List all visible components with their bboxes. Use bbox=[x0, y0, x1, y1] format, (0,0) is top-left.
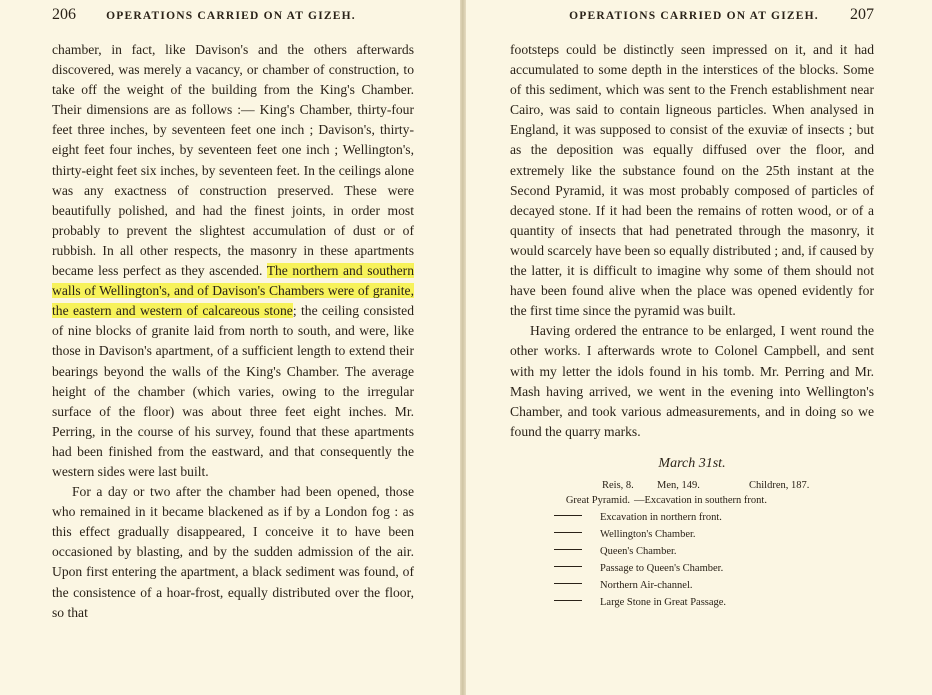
works-item: Large Stone in Great Passage. bbox=[600, 596, 727, 608]
works-item: Excavation in northern front. bbox=[600, 511, 722, 523]
highlighted-passage: The northern and southern walls of Wellington's, and of Davison's Chambers were of granite, the eastern and western of calcareous stone bbox=[52, 263, 415, 319]
left-running-header bbox=[52, 0, 414, 34]
right-paragraph-2: Having ordered the entrance to be enlarged, I went round the other works. I afterwards wrote to Colonel Campbell, and sent with my letter the idols found in his tomb. Mr. Perring and Mr. Mash having arrived, we went in the evening into Wellington's Chamber, and took various admeasurements, and in doing so we found the quarry marks. bbox=[510, 323, 874, 439]
right-page bbox=[462, 0, 932, 695]
left-paragraph-2: For a day or two after the chamber had been opened, those who remained in it became blackened as if by a London fog : as this effect gradually disappeared, I conceive it to have been occasioned by blasting, and by the sudden admission of the air. Upon first entering the apartment, a black sediment was found, of the consistence of a hoar-frost, equally distributed over the floor, so that bbox=[52, 484, 414, 620]
works-site: Great Pyramid. bbox=[565, 494, 630, 506]
works-item: —Excavation in southern front. bbox=[634, 494, 767, 506]
left-paragraph-1 bbox=[52, 40, 414, 482]
right-paragraph-1: footsteps could be distinctly seen impressed on it, and it had accumulated to some depth in the interstices of the blocks. Some of this sediment, which was sent to the French establishment near Cairo, was said to contain ligneous particles. When analysed in England, it was supposed to consist of the exuviæ of insects ; but as the deposition was equally diffused over the floor, and extremely like the substance found on the 25th instant at the Second Pyramid, it was most probably composed of particles of decayed stone. If it had been the remains of rotten wood, or of a quantity of insects that had penetrated through the masonry, it would scarcely have been so equally distributed ; and, if caused by the latter, it is difficult to imagine why some of them should not have been found alive when the place was opened evidently for the first time since the pyramid was built. bbox=[510, 42, 874, 319]
ditto-dash bbox=[554, 515, 582, 516]
ditto-dash bbox=[554, 583, 582, 584]
works-row bbox=[510, 543, 874, 560]
right-running-header bbox=[510, 0, 874, 34]
left-p1-after: ; the ceiling consisted of nine blocks of granite laid from north to south, and were, like those in Davison's apartment, of a sufficient length to extend their bearings beyond the walls of the King's Chamber. The average height of the chamber (which varies, owing to the irregular surface of the floor) was about three feet eight inches. Mr. Perring, in the course of his survey, found that these apartments had been finished from the eastward, and that consequently the western sides were last built. bbox=[52, 303, 414, 479]
workforce-stats bbox=[602, 480, 874, 491]
works-row bbox=[510, 509, 874, 526]
works-item: Passage to Queen's Chamber. bbox=[600, 562, 724, 574]
left-body-text bbox=[52, 40, 414, 623]
stat-children: Children, 187. bbox=[749, 479, 810, 491]
works-item: Northern Air-channel. bbox=[600, 579, 693, 591]
ditto-dash bbox=[554, 600, 582, 601]
date-heading: March 31st. bbox=[658, 455, 726, 471]
right-running-head: OPERATIONS CARRIED ON AT GIZEH. bbox=[569, 10, 819, 22]
works-item: Queen's Chamber. bbox=[600, 545, 677, 557]
ditto-dash bbox=[554, 549, 582, 550]
right-page-number: 207 bbox=[849, 6, 874, 23]
ditto-dash bbox=[554, 566, 582, 567]
left-page bbox=[0, 0, 462, 695]
left-page-number: 206 bbox=[52, 6, 76, 23]
works-item: Wellington's Chamber. bbox=[600, 528, 696, 540]
stat-men: Men, 149. bbox=[657, 479, 700, 491]
ditto-dash bbox=[554, 532, 582, 533]
works-row bbox=[510, 577, 874, 594]
left-p1-before: chamber, in fact, like Davison's and the others afterwards discovered, was merely a vacancy, or chamber of construction, to take off the weight of the building from the King's Chamber. Their dimensions are as follows :— King's Chamber, thirty-four feet three inches, by seventeen feet one inch ; Davison's, thirty-eight feet four inches, by seventeen feet one inch ; Wellington's, thirty-eight feet six inches, by seventeen feet. In the ceilings alone was any exactness of construction preserved. These were beautifully polished, and had the finest joints, in order most probably to prevent the slightest accumulation of dust or of rubbish. In all other respects, the masonry in these apartments became less perfect as they ascended. bbox=[52, 42, 414, 279]
left-running-head: OPERATIONS CARRIED ON AT GIZEH. bbox=[106, 10, 356, 22]
works-row bbox=[510, 492, 874, 509]
works-row bbox=[510, 594, 874, 611]
works-row bbox=[510, 526, 874, 543]
stat-reis: Reis, 8. bbox=[602, 479, 634, 491]
works-list bbox=[510, 492, 874, 611]
works-row bbox=[510, 560, 874, 577]
right-body-text bbox=[510, 40, 874, 442]
